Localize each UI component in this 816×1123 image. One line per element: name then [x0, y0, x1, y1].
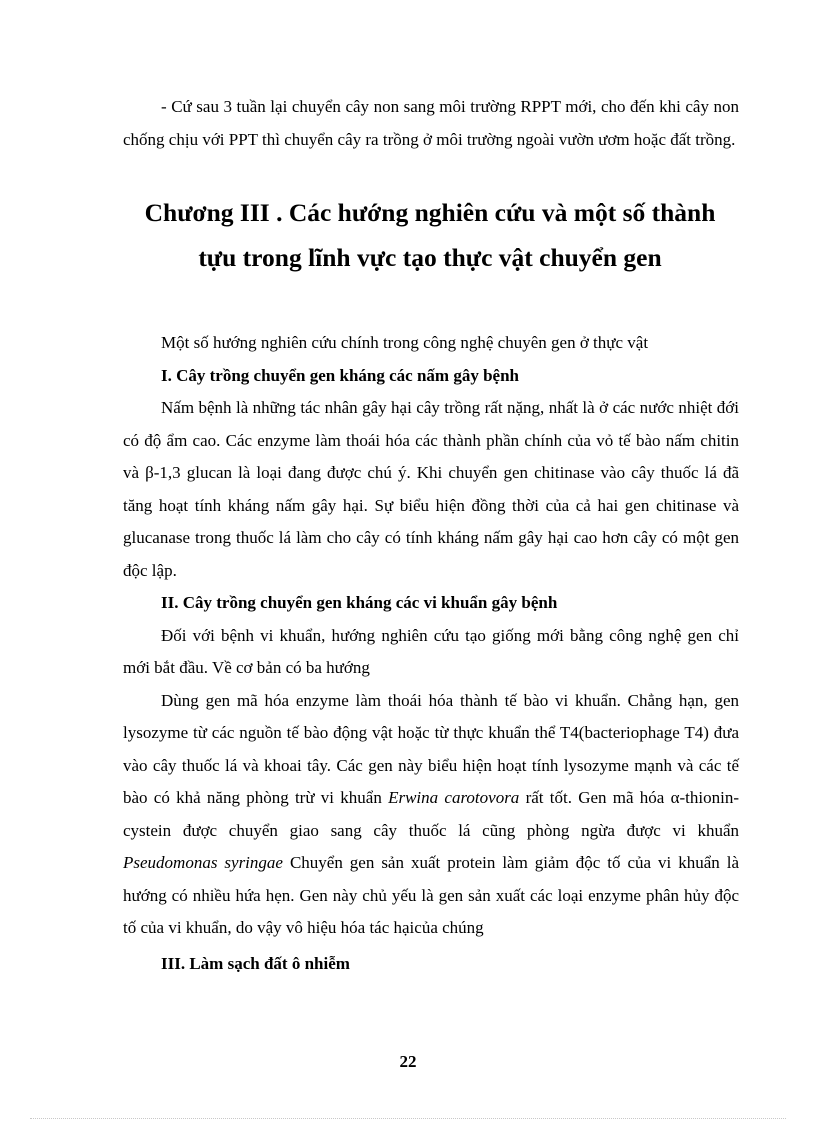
section2-p2-text1: Dùng gen mã hóa enzyme làm thoái hóa thành tế bào vi khuẩn. Chẳng hạn, gen lysozyme từ các nguồn tế bào động vật hoặc từ thực khuẩn thể T4(bacteriophage T4) đưa vào cây thuốc lá và khoai tây. Các gen này biểu hiện hoạt tính lysozyme mạnh và các tế bào có khả năng phòng trừ vi khuẩn: [123, 690, 739, 807]
intro-bullet-paragraph: - Cứ sau 3 tuần lại chuyển cây non sang môi trường RPPT mới, cho đến khi cây non chống chịu với PPT thì chuyển cây ra trồng ở môi trường ngoài vườn ươm hoặc đất trồng.: [123, 97, 739, 149]
chapter-title-line2: tựu trong lĩnh vực tạo thực vật chuyển gen: [198, 243, 662, 272]
chapter-title: [100, 190, 760, 280]
page-bottom-divider: [30, 1118, 786, 1119]
species-name-erwina: Erwina carotovora: [388, 788, 520, 807]
section2-paragraph1: Đối với bệnh vi khuẩn, hướng nghiên cứu tạo giống mới bằng công nghệ gen chỉ mới bắt đầu. Về cơ bản có ba hướng: [123, 625, 739, 677]
section3-heading: III. Làm sạch đất ô nhiễm: [161, 953, 350, 973]
section1-heading: I. Cây trồng chuyển gen kháng các nấm gây bệnh: [161, 365, 519, 385]
body-block: [123, 327, 739, 980]
section2-p2-text2: rất tốt. Gen mã hóa α-thionin-cystein được chuyển giao sang cây thuốc lá cũng phòng ngừa được vi khuẩn: [123, 788, 739, 840]
chapter-title-line1: Chương III . Các hướng nghiên cứu và một số thành: [144, 198, 716, 227]
section2-p2-text3: Chuyển gen sản xuất protein làm giảm độc tố của vi khuẩn là hướng có nhiều hứa hẹn. Gen này chủ yếu là gen sản xuất các loại enzyme phân hủy độc tố của vi khuẩn, do vậy vô hiệu hóa tác hạicủa chúng: [123, 853, 739, 937]
section2-paragraph2: [123, 685, 739, 945]
lead-paragraph: Một số hướng nghiên cứu chính trong công nghệ chuyên gen ở thực vật: [161, 333, 649, 352]
page-number: 22: [399, 1052, 417, 1071]
section1-paragraph: Nấm bệnh là những tác nhân gây hại cây trồng rất nặng, nhất là ở các nước nhiệt đới có độ ẩm cao. Các enzyme làm thoái hóa các thành phần chính của vỏ tế bào nấm chitin và β-1,3 glucan là loại đang được chú ý. Khi chuyển gen chitinase vào cây thuốc lá đã tăng hoạt tính kháng nấm gây hại. Sự biểu hiện đồng thời của cả hai gen chitinase và glucanase trong thuốc lá làm cho cây có tính kháng nấm gây hại cao hơn cây có một gen độc lập.: [123, 398, 739, 580]
species-name-pseudomonas: Pseudomonas syringae: [123, 853, 283, 872]
section2-heading: II. Cây trồng chuyển gen kháng các vi khuẩn gây bệnh: [161, 593, 558, 612]
intro-block: [123, 91, 739, 156]
